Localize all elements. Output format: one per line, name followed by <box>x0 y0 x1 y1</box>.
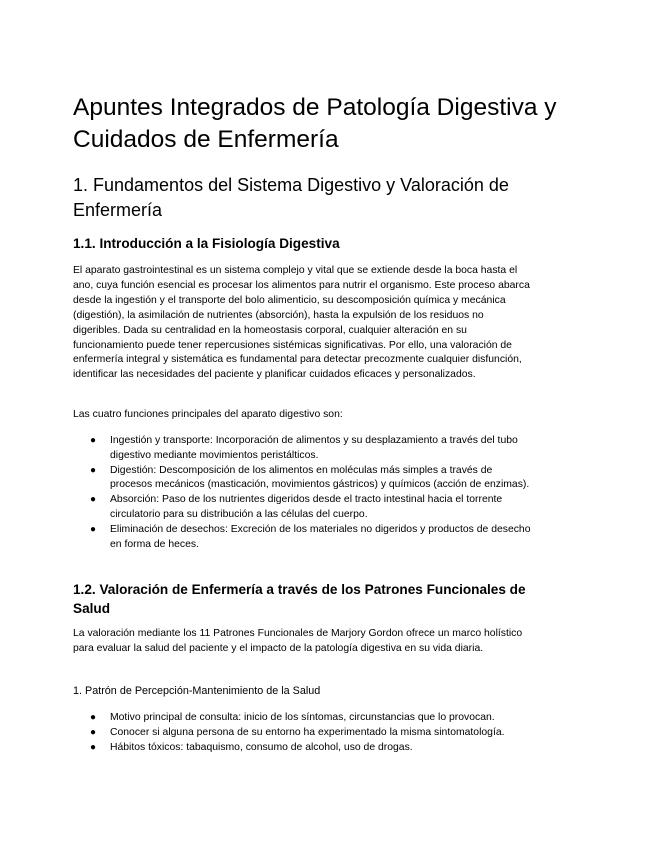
list-item <box>73 464 533 494</box>
bullet-icon: ● <box>90 741 97 753</box>
list-item-text: Absorción: Paso de los nutrientes digeridos desde el tracto intestinal hacia el torrente circulatorio para su distribución a las células del cuerpo. <box>110 494 503 520</box>
list-item-text: Motivo principal de consulta: inicio de los síntomas, circunstancias que lo provocan. <box>110 712 495 723</box>
bullet-icon: ● <box>90 712 97 723</box>
list-item <box>73 523 533 553</box>
bullet-icon: ● <box>90 464 97 476</box>
bullet-icon: ● <box>90 435 97 446</box>
section-1-2-paragraph: La valoración mediante los 11 Patrones Funcionales de Marjory Gordon ofrece un marco holístico para evaluar la salud del paciente y el impacto de la patología digestiva en su vida diaria. <box>73 628 523 654</box>
list-item <box>73 726 533 741</box>
list-item-text: Digestión: Descomposición de los alimentos en moléculas más simples a través de procesos mecánicos (masticación, movimientos gástricos) y químicos (acción de enzimas). <box>110 464 530 491</box>
section-1-heading: 1. Fundamentos del Sistema Digestivo y Valoración de Enfermería <box>73 175 509 220</box>
section-1-1-paragraph: El aparato gastrointestinal es un sistema complejo y vital que se extiende desde la boca hasta el ano, cuya función esencial es procesar los alimentos para nutrir el organismo. Este proceso abarca desde la ingestión y el transporte del bolo alimenticio, su descomposición química y mecánica (digestión), la asimilación de nutrientes (absorción), hasta la expulsión de los residuos no digeribles. Dada su centralidad en la homeostasis corporal, cualquier alteración en su funcionamiento puede tener repercusiones sistémicas significativas. Por ello, una valoración de enfermería integral y sistemática es fundamental para detectar precozmente cualquier disfunción, identificar las necesidades del paciente y planificar cuidados eficaces y personalizados. <box>73 265 530 381</box>
section-1-2-heading: 1.2. Valoración de Enfermería a través de los Patrones Funcionales de Salud <box>73 582 526 616</box>
section-1-1-heading: 1.1. Introducción a la Fisiología Digestiva <box>73 236 340 251</box>
list-item-text: Hábitos tóxicos: tabaquismo, consumo de alcohol, uso de drogas. <box>110 741 413 753</box>
list-item-text: Eliminación de desechos: Excreción de los materiales no digeridos y productos de desecho en forma de heces. <box>110 523 531 550</box>
list-item-text: Ingestión y transporte: Incorporación de alimentos y su desplazamiento a través del tubo digestivo mediante movimientos peristálticos. <box>110 435 518 461</box>
bullet-icon: ● <box>90 726 97 738</box>
bullet-icon: ● <box>90 494 97 506</box>
list-item <box>73 434 533 464</box>
pattern-1-list <box>73 711 533 755</box>
bullet-icon: ● <box>90 523 97 535</box>
functions-intro: Las cuatro funciones principales del aparato digestivo son: <box>73 409 343 420</box>
document-title: Apuntes Integrados de Patología Digestiva y Cuidados de Enfermería <box>73 94 557 153</box>
functions-list <box>73 434 533 552</box>
list-item <box>73 493 533 523</box>
list-item <box>73 741 533 756</box>
list-item <box>73 711 533 726</box>
pattern-1-label: 1. Patrón de Percepción-Mantenimiento de la Salud <box>73 685 321 697</box>
list-item-text: Conocer si alguna persona de su entorno ha experimentado la misma sintomatología. <box>110 726 505 738</box>
